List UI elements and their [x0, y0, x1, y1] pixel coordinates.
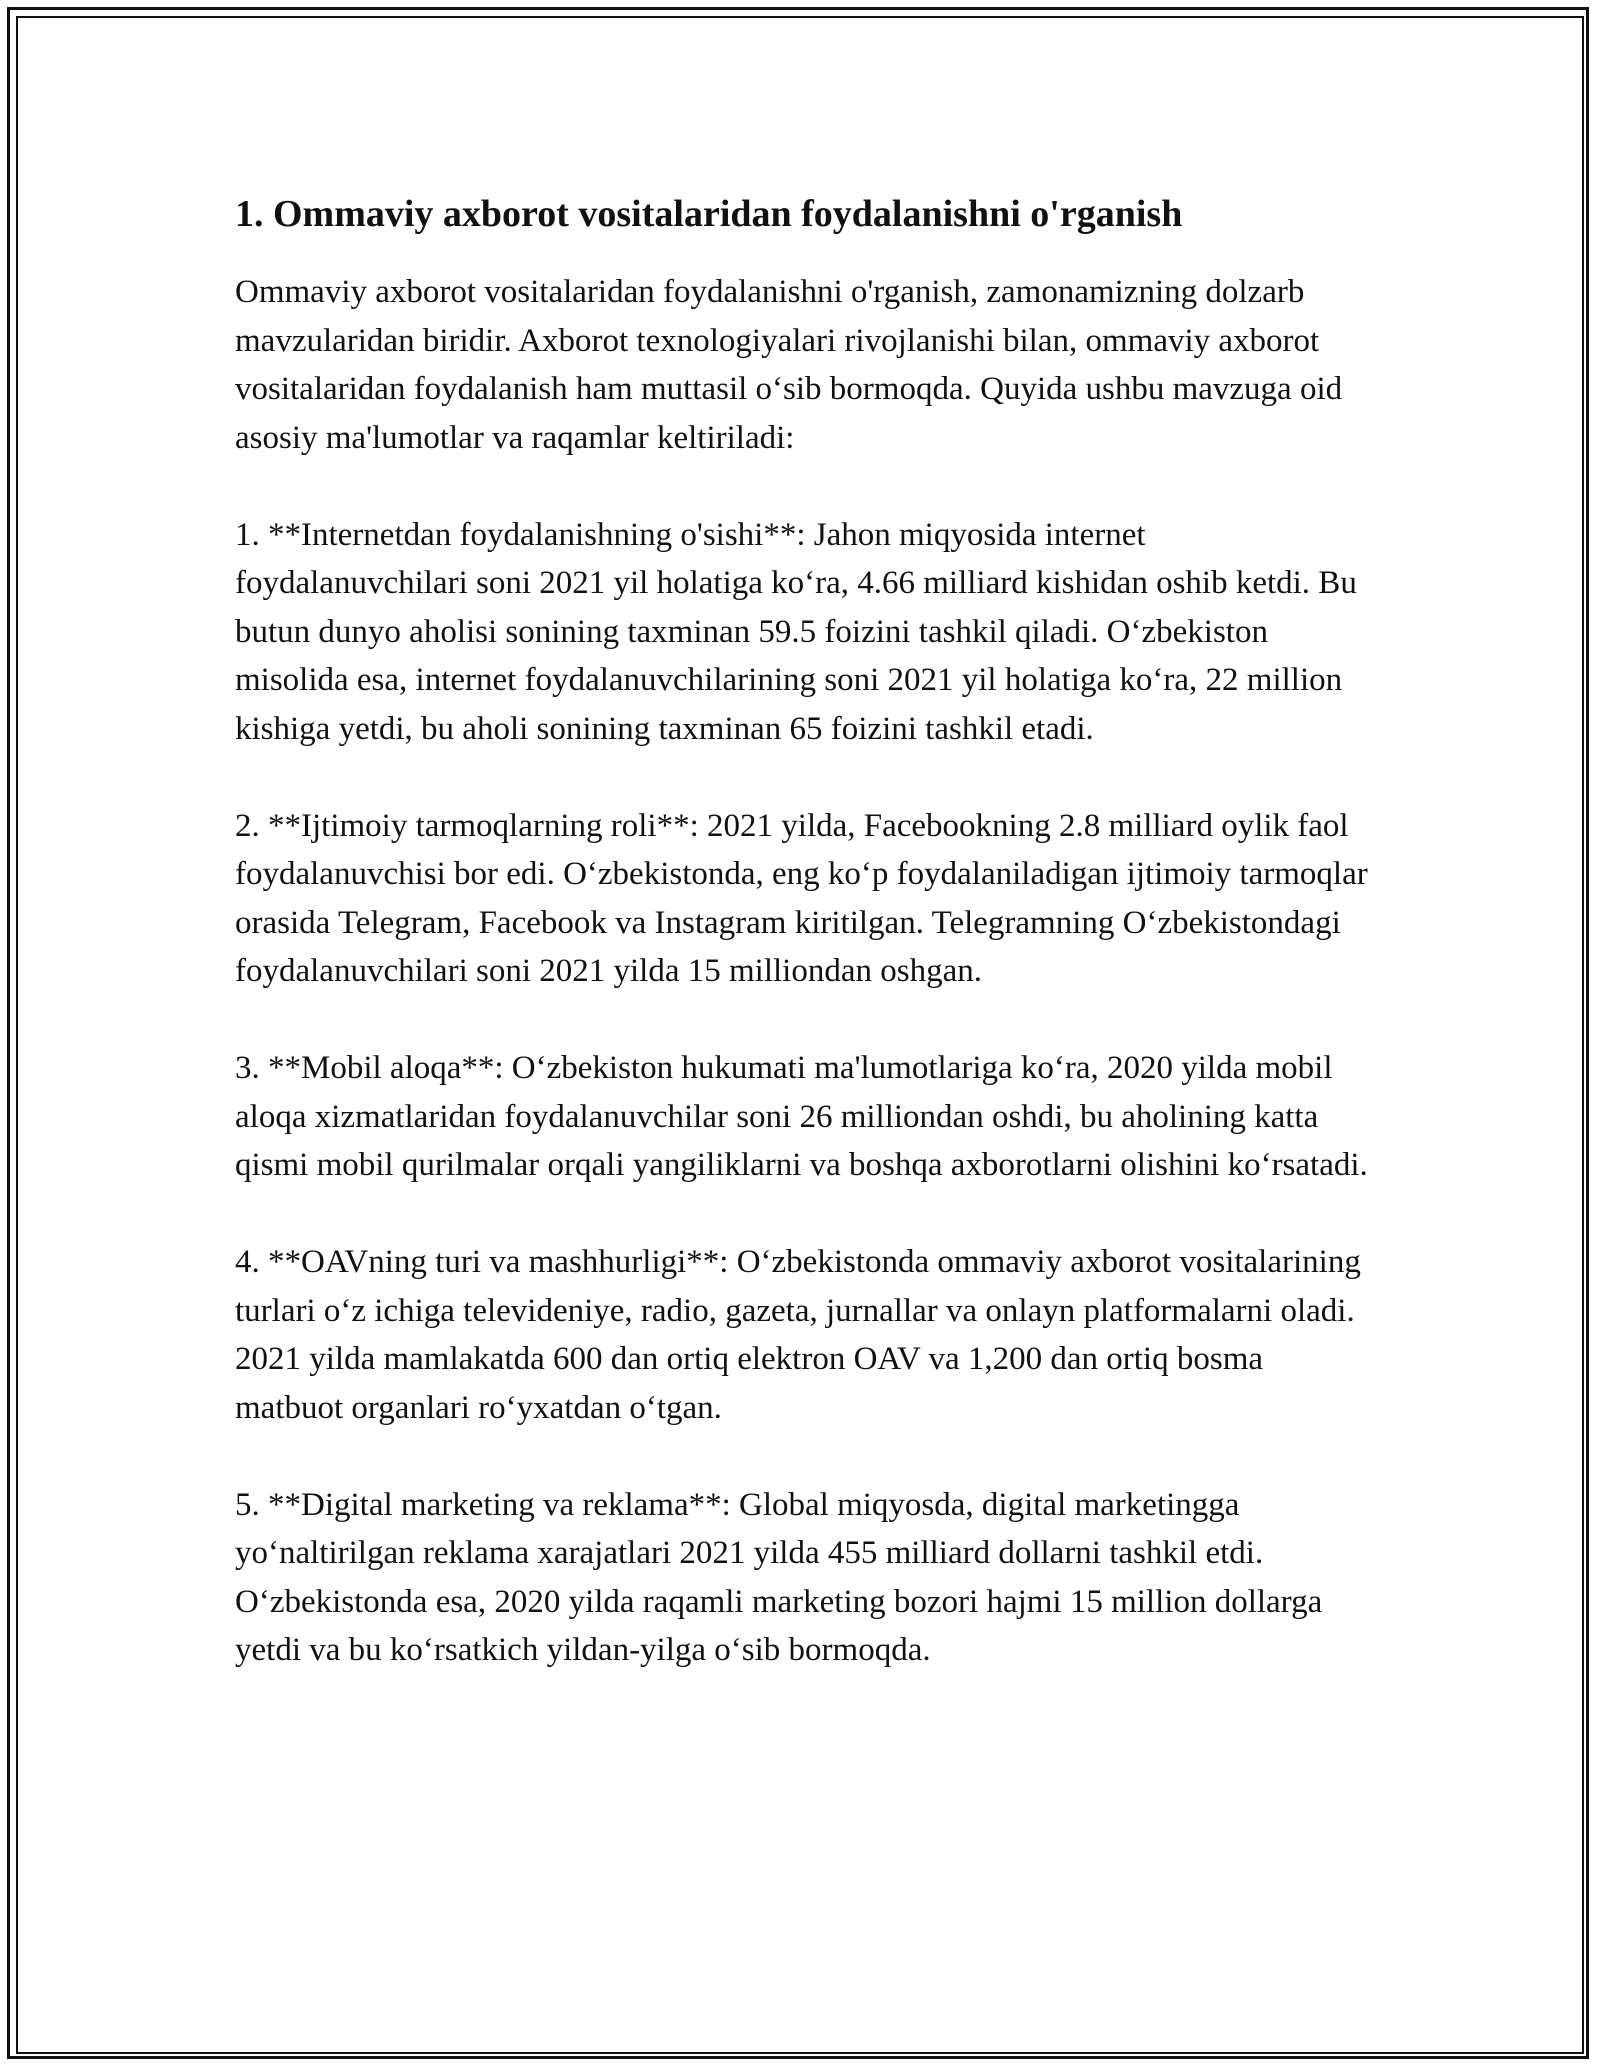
list-item-media-types: 4. **OAVning turi va mashhurligi**: Oʻzbekistonda ommaviy axborot vositalarining turlari oʻz ichiga televideniye, radio, gazeta, jurnallar va onlayn platformalarni oladi. 2021 yilda mamlakatda 600 dan ortiq elektron OAV va 1,200 dan ortiq bosma matbuot organlari roʻyxatdan oʻtgan. — [235, 1244, 1361, 1426]
document-body — [235, 188, 1375, 1675]
paragraph-spacer — [235, 996, 1375, 1045]
intro-paragraph: Ommaviy axborot vositalaridan foydalanishni o'rganish, zamonamizning dolzarb mavzularidan biridir. Axborot texnologiyalari rivojlanishi bilan, ommaviy axborot vositalaridan foydalanish ham muttasil oʻsib bormoqda. Quyida ushbu mavzuga oid asosiy ma'lumotlar va raqamlar keltiriladi: — [235, 274, 1343, 456]
list-item-mobile: 3. **Mobil aloqa**: Oʻzbekiston hukumati ma'lumotlariga koʻra, 2020 yilda mobil aloqa xizmatlaridan foydalanuvchilar soni 26 milliondan oshdi, bu aholining katta qismi mobil qurilmalar orqali yangiliklarni va boshqa axborotlarni olishini koʻrsatadi. — [235, 1050, 1368, 1183]
paragraph-spacer — [235, 753, 1375, 802]
paragraph-spacer — [235, 1432, 1375, 1481]
list-item-social-networks: 2. **Ijtimoiy tarmoqlarning roli**: 2021 yilda, Facebookning 2.8 milliard oylik faol foydalanuvchisi bor edi. Oʻzbekistonda, eng koʻp foydalaniladigan ijtimoiy tarmoqlar orasida Telegram, Facebook va Instagram kiritilgan. Telegramning Oʻzbekistondagi foydalanuvchilari soni 2021 yilda 15 milliondan oshgan. — [235, 807, 1368, 989]
paragraph-spacer — [235, 1190, 1375, 1239]
list-item-digital-marketing: 5. **Digital marketing va reklama**: Global miqyosda, digital marketingga yoʻnaltirilgan reklama xarajatlari 2021 yilda 455 milliard dollarni tashkil etdi. Oʻzbekistonda esa, 2020 yilda raqamli marketing bozori hajmi 15 million dollarga yetdi va bu koʻrsatkich yildan-yilga oʻsib bormoqda. — [235, 1486, 1323, 1668]
document-title: 1. Ommaviy axborot vositalaridan foydalanishni o'rganish — [235, 193, 1183, 235]
paragraph-spacer — [235, 462, 1375, 511]
list-item-internet-growth: 1. **Internetdan foydalanishning o'sishi**: Jahon miqyosida internet foydalanuvchilari soni 2021 yil holatiga koʻra, 4.66 milliard kishidan oshib ketdi. Bu butun dunyo aholisi sonining taxminan 59.5 foizini tashkil qiladi. Oʻzbekiston misolida esa, internet foydalanuvchilarining soni 2021 yil holatiga koʻra, 22 million kishiga yetdi, bu aholi sonining taxminan 65 foizini tashkil etadi. — [235, 516, 1357, 747]
